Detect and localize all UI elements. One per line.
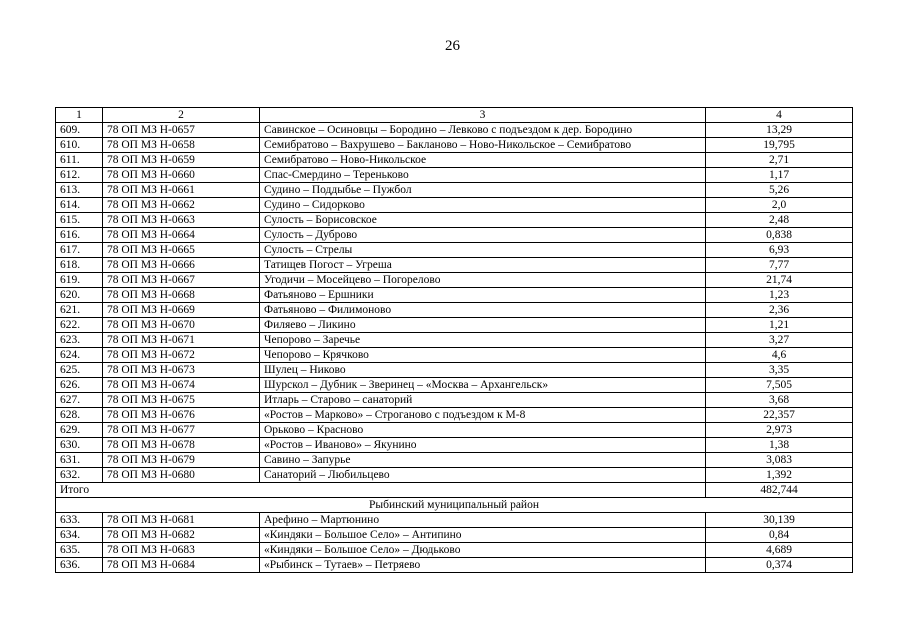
road-length: 2,0 [706, 198, 853, 213]
table-row [56, 348, 853, 363]
road-length: 1,392 [706, 468, 853, 483]
road-length: 3,27 [706, 333, 853, 348]
row-number: 633. [56, 513, 103, 528]
road-length: 0,838 [706, 228, 853, 243]
road-length: 1,21 [706, 318, 853, 333]
row-number: 617. [56, 243, 103, 258]
road-length: 6,93 [706, 243, 853, 258]
road-code: 78 ОП МЗ Н-0683 [103, 543, 260, 558]
table-row [56, 153, 853, 168]
table-row [56, 378, 853, 393]
row-number: 629. [56, 423, 103, 438]
road-registry-table [55, 107, 853, 573]
road-length: 1,23 [706, 288, 853, 303]
road-code: 78 ОП МЗ Н-0661 [103, 183, 260, 198]
road-name: «Ростов – Иваново» – Якунино [260, 438, 706, 453]
road-code: 78 ОП МЗ Н-0677 [103, 423, 260, 438]
road-code: 78 ОП МЗ Н-0674 [103, 378, 260, 393]
total-label: Итого [56, 483, 706, 498]
road-code: 78 ОП МЗ Н-0672 [103, 348, 260, 363]
row-number: 619. [56, 273, 103, 288]
road-code: 78 ОП МЗ Н-0666 [103, 258, 260, 273]
road-code: 78 ОП МЗ Н-0678 [103, 438, 260, 453]
road-length: 3,083 [706, 453, 853, 468]
table-row [56, 183, 853, 198]
road-code: 78 ОП МЗ Н-0658 [103, 138, 260, 153]
road-length: 19,795 [706, 138, 853, 153]
road-name: Судино – Сидорково [260, 198, 706, 213]
table-row [56, 258, 853, 273]
table-body-part-b [56, 513, 853, 573]
road-code: 78 ОП МЗ Н-0684 [103, 558, 260, 573]
road-name: Савино – Запурье [260, 453, 706, 468]
row-number: 616. [56, 228, 103, 243]
road-name: Угодичи – Мосейцево – Погорелово [260, 273, 706, 288]
road-name: Татищев Погост – Угреша [260, 258, 706, 273]
table-total-section [56, 483, 853, 513]
road-code: 78 ОП МЗ Н-0675 [103, 393, 260, 408]
road-code: 78 ОП МЗ Н-0673 [103, 363, 260, 378]
road-name: «Ростов – Марково» – Строганово с подъездом к М-8 [260, 408, 706, 423]
table-row [56, 228, 853, 243]
road-name: Итларь – Старово – санаторий [260, 393, 706, 408]
road-code: 78 ОП МЗ Н-0663 [103, 213, 260, 228]
road-length: 7,77 [706, 258, 853, 273]
road-code: 78 ОП МЗ Н-0662 [103, 198, 260, 213]
road-name: Спас-Смердино – Тереньково [260, 168, 706, 183]
road-code: 78 ОП МЗ Н-0680 [103, 468, 260, 483]
road-length: 0,84 [706, 528, 853, 543]
road-name: Сулость – Дуброво [260, 228, 706, 243]
row-number: 634. [56, 528, 103, 543]
row-number: 623. [56, 333, 103, 348]
road-code: 78 ОП МЗ Н-0682 [103, 528, 260, 543]
table-row [56, 393, 853, 408]
column-header-length: 4 [706, 108, 853, 123]
road-name: Арефино – Мартюнино [260, 513, 706, 528]
road-length: 1,17 [706, 168, 853, 183]
row-number: 622. [56, 318, 103, 333]
table-row [56, 318, 853, 333]
road-length: 13,29 [706, 123, 853, 138]
row-number: 627. [56, 393, 103, 408]
road-name: Шулец – Никово [260, 363, 706, 378]
total-value: 482,744 [706, 483, 853, 498]
road-code: 78 ОП МЗ Н-0668 [103, 288, 260, 303]
table-row [56, 528, 853, 543]
row-number: 610. [56, 138, 103, 153]
road-length: 3,68 [706, 393, 853, 408]
table-row [56, 408, 853, 423]
table-row [56, 438, 853, 453]
road-length: 4,689 [706, 543, 853, 558]
road-name: Чепорово – Крячково [260, 348, 706, 363]
road-name: Шурскол – Дубник – Зверинец – «Москва – Архангельск» [260, 378, 706, 393]
table-row [56, 168, 853, 183]
table-row [56, 138, 853, 153]
road-code: 78 ОП МЗ Н-0667 [103, 273, 260, 288]
road-name: Филяево – Ликино [260, 318, 706, 333]
road-length: 7,505 [706, 378, 853, 393]
total-row [56, 483, 853, 498]
row-number: 614. [56, 198, 103, 213]
table-row [56, 213, 853, 228]
row-number: 621. [56, 303, 103, 318]
road-name: Савинское – Осиновцы – Бородино – Левково с подъездом к дер. Бородино [260, 123, 706, 138]
row-number: 626. [56, 378, 103, 393]
road-name: Семибратово – Вахрушево – Бакланово – Ново-Никольское – Семибратово [260, 138, 706, 153]
road-name: Санаторий – Любильцево [260, 468, 706, 483]
table-row [56, 243, 853, 258]
row-number: 625. [56, 363, 103, 378]
road-length: 2,71 [706, 153, 853, 168]
column-header-code: 2 [103, 108, 260, 123]
table-row [56, 543, 853, 558]
road-name: Сулость – Стрелы [260, 243, 706, 258]
road-code: 78 ОП МЗ Н-0660 [103, 168, 260, 183]
road-name: Фатьяново – Филимоново [260, 303, 706, 318]
road-name: «Киндяки – Большое Село» – Антипино [260, 528, 706, 543]
row-number: 632. [56, 468, 103, 483]
column-header-row [56, 108, 853, 123]
table-row [56, 363, 853, 378]
page-number: 26 [445, 38, 460, 54]
row-number: 636. [56, 558, 103, 573]
road-code: 78 ОП МЗ Н-0665 [103, 243, 260, 258]
table-body-part-a [56, 108, 853, 483]
road-code: 78 ОП МЗ Н-0659 [103, 153, 260, 168]
road-code: 78 ОП МЗ Н-0669 [103, 303, 260, 318]
road-code: 78 ОП МЗ Н-0679 [103, 453, 260, 468]
road-name: Фатьяново – Ершники [260, 288, 706, 303]
road-length: 3,35 [706, 363, 853, 378]
row-number: 628. [56, 408, 103, 423]
table-row [56, 303, 853, 318]
table-row [56, 123, 853, 138]
road-length: 21,74 [706, 273, 853, 288]
table-row [56, 198, 853, 213]
road-length: 4,6 [706, 348, 853, 363]
road-code: 78 ОП МЗ Н-0657 [103, 123, 260, 138]
table-row [56, 513, 853, 528]
row-number: 609. [56, 123, 103, 138]
section-title-row [56, 498, 853, 513]
row-number: 630. [56, 438, 103, 453]
table-row [56, 273, 853, 288]
road-code: 78 ОП МЗ Н-0676 [103, 408, 260, 423]
row-number: 612. [56, 168, 103, 183]
road-code: 78 ОП МЗ Н-0664 [103, 228, 260, 243]
road-name: «Рыбинск – Тутаев» – Петряево [260, 558, 706, 573]
road-length: 2,973 [706, 423, 853, 438]
table-row [56, 468, 853, 483]
row-number: 618. [56, 258, 103, 273]
road-name: Чепорово – Заречье [260, 333, 706, 348]
row-number: 620. [56, 288, 103, 303]
road-name: Семибратово – Ново-Никольское [260, 153, 706, 168]
road-code: 78 ОП МЗ Н-0671 [103, 333, 260, 348]
road-name: Сулость – Борисовское [260, 213, 706, 228]
table-row [56, 558, 853, 573]
row-number: 635. [56, 543, 103, 558]
road-name: Орьково – Красново [260, 423, 706, 438]
road-length: 30,139 [706, 513, 853, 528]
row-number: 611. [56, 153, 103, 168]
row-number: 631. [56, 453, 103, 468]
road-code: 78 ОП МЗ Н-0681 [103, 513, 260, 528]
section-title: Рыбинский муниципальный район [56, 498, 853, 513]
table-row [56, 288, 853, 303]
column-header-number: 1 [56, 108, 103, 123]
road-code: 78 ОП МЗ Н-0670 [103, 318, 260, 333]
column-header-name: 3 [260, 108, 706, 123]
table-row [56, 423, 853, 438]
row-number: 624. [56, 348, 103, 363]
row-number: 613. [56, 183, 103, 198]
road-length: 0,374 [706, 558, 853, 573]
road-name: Судино – Поддыбье – Пужбол [260, 183, 706, 198]
road-name: «Киндяки – Большое Село» – Дюдьково [260, 543, 706, 558]
road-length: 2,36 [706, 303, 853, 318]
road-length: 5,26 [706, 183, 853, 198]
road-length: 22,357 [706, 408, 853, 423]
road-length: 2,48 [706, 213, 853, 228]
table-row [56, 333, 853, 348]
road-length: 1,38 [706, 438, 853, 453]
row-number: 615. [56, 213, 103, 228]
table-row [56, 453, 853, 468]
